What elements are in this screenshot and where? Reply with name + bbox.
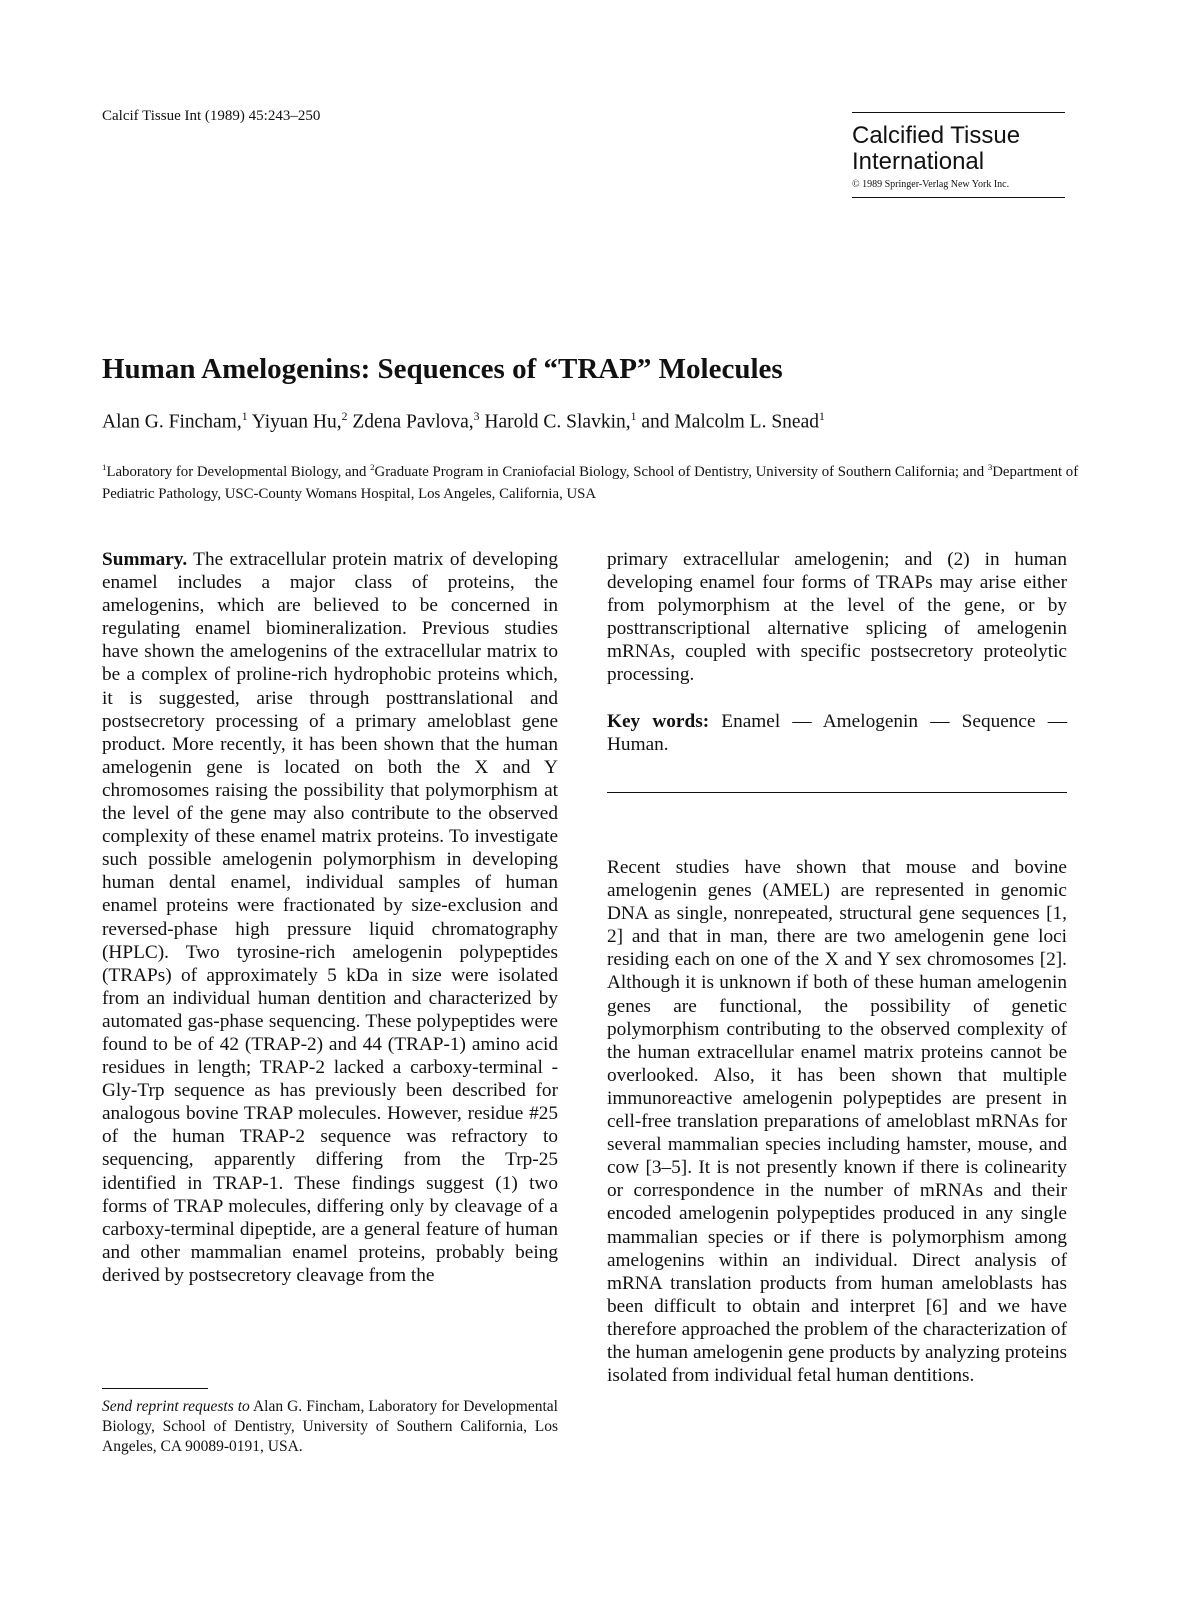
author-name: Alan G. Fincham,	[102, 411, 242, 433]
keywords	[607, 710, 1067, 756]
author-name: Yiyuan Hu,	[247, 411, 342, 433]
author-affiliation-mark: 1	[630, 410, 637, 423]
footnote-text: Alan G. Fincham, Laboratory for Developmental Biology, School of Dentistry, University of Southern California, Los Angeles, CA 90089-0191, USA.	[102, 1398, 558, 1455]
affiliation-mark: 3	[987, 462, 993, 472]
author-list	[102, 410, 825, 434]
summary-paragraph	[102, 548, 558, 1287]
journal-citation: Calcif Tissue Int (1989) 45:243–250	[102, 108, 321, 124]
summary-column	[102, 548, 558, 1287]
affiliation-text: Laboratory for Developmental Biology, and	[106, 463, 371, 480]
journal-masthead	[852, 112, 1065, 198]
author-name: Zdena Pavlova,	[347, 411, 474, 433]
author-affiliation-mark: 1	[241, 410, 248, 423]
affiliation-text: Department of Pediatric Pathology, USC-County Womans Hospital, Los Angeles, California, USA	[102, 463, 1079, 502]
summary-continued-text: primary extracellular amelogenin; and (2) in human developing enamel four forms of TRAPs may arise either from polymorphism at the level of the gene, or by posttranscriptional alternative splicing of amelogenin mRNAs, coupled with specific postsecretory proteolytic processing.	[607, 549, 1067, 686]
introduction-column	[607, 856, 1067, 1387]
author-affiliation-mark: 2	[341, 410, 348, 423]
affiliation-text: Graduate Program in Craniofacial Biology, School of Dentistry, University of Southern California; and	[374, 463, 988, 480]
copyright-notice: © 1989 Springer-Verlag New York Inc.	[852, 179, 1010, 190]
footnote-rule	[102, 1388, 208, 1389]
author-name: Harold C. Slavkin,	[479, 411, 631, 433]
journal-name-line2: International	[852, 148, 985, 175]
affiliation-mark: 2	[370, 462, 375, 472]
reprint-footnote	[102, 1397, 558, 1457]
affiliation-mark: 1	[102, 462, 107, 472]
journal-name-line1: Calcified Tissue	[852, 122, 1021, 149]
abstract-divider	[607, 792, 1067, 793]
keywords-text: Enamel — Amelogenin — Sequence — Human.	[607, 711, 1067, 756]
summary-heading: Summary.	[102, 549, 188, 570]
author-affiliation-mark: 3	[473, 410, 480, 423]
author-affiliation-mark: 1	[818, 410, 825, 423]
author-name: and Malcolm L. Snead	[636, 411, 819, 433]
summary-continued	[607, 548, 1067, 687]
introduction-text: Recent studies have shown that mouse and bovine amelogenin genes (AMEL) are represented in genomic DNA as single, nonrepeated, structural gene sequences [1, 2] and that in man, there are two amelogenin gene loci residing each on one of the X and Y sex chromosomes [2]. Although it is unknown if both of these human amelogenin genes are functional, the possibility of genetic polymorphism contributing to the observed complexity of the human extracellular enamel matrix proteins cannot be overlooked. Also, it has been shown that multiple immunoreactive amelogenin polypeptides are present in cell-free translation preparations of ameloblast mRNAs for several mammalian species including hamster, mouse, and cow [3–5]. It is not presently known if there is colinearity or correspondence in the number of mRNAs and their encoded amelogenin polypeptides produced in any single mammalian species or if there is polymorphism among amelogenins within an individual. Direct analysis of mRNA translation products from human ameloblasts has been difficult to obtain and interpret [6] and we have therefore approached the problem of the characterization of the human amelogenin gene products by analyzing proteins isolated from individual fetal human dentitions.	[607, 857, 1067, 1387]
article-title: Human Amelogenins: Sequences of “TRAP” Molecules	[102, 353, 783, 385]
affiliations	[102, 456, 1112, 505]
footnote-lead: Send reprint requests to	[102, 1398, 250, 1415]
summary-text: The extracellular protein matrix of developing enamel includes a major class of proteins, the amelogenins, which are believed to be concerned in regulating enamel biomineralization. Previous studies have shown the amelogenins of the extracellular matrix to be a complex of proline-rich hydrophobic proteins which, it is suggested, arise through posttranslational and postsecretory processing of a primary ameloblast gene product. More recently, it has been shown that the human amelogenin gene is located on both the X and Y chromosomes raising the possibility that polymorphism at the level of the gene may also contribute to the observed complexity of these enamel matrix proteins. To investigate such possible amelogenin polymorphism in developing human dental enamel, individual samples of human enamel proteins were fractionated by size-exclusion and reversed-phase high pressure liquid chromatography (HPLC). Two tyrosine-rich amelogenin polypeptides (TRAPs) of approximately 5 kDa in size were isolated from an individual human dentition and characterized by automated gas-phase sequencing. These polypeptides were found to be of 42 (TRAP-2) and 44 (TRAP-1) amino acid residues in length; TRAP-2 lacked a carboxy-terminal -Gly-Trp sequence as has previously been described for analogous bovine TRAP molecules. However, residue #25 of the human TRAP-2 sequence was refractory to sequencing, apparently differing from the Trp-25 identified in TRAP-1. These findings suggest (1) two forms of TRAP molecules, differing only by cleavage of a carboxy-terminal dipeptide, are a general feature of human and other mammalian enamel proteins, probably being derived by postsecretory cleavage from the	[102, 549, 558, 1286]
keywords-paragraph	[607, 710, 1067, 756]
keywords-label: Key words:	[607, 711, 710, 732]
